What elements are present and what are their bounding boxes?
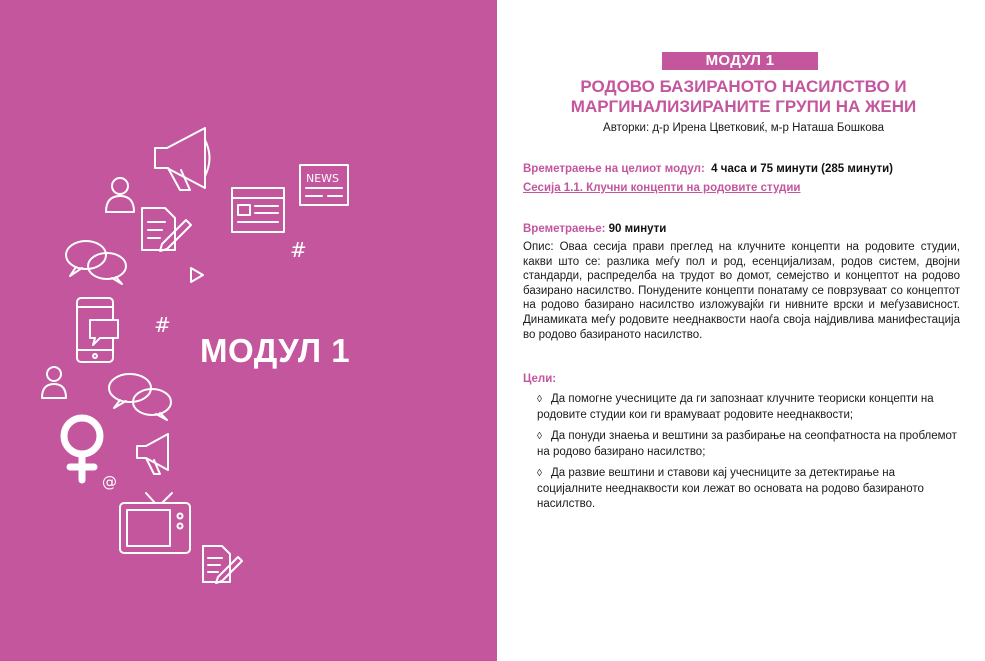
session-duration — [523, 222, 666, 237]
play-icon — [191, 268, 203, 282]
webpage-icon — [232, 188, 284, 232]
goal-text: Да понуди знаења и вештини за разбирање на сеопфатноста на проблемот на родово базирано насилство; — [537, 430, 957, 458]
diamond-bullet-icon: ◊ — [537, 394, 542, 405]
session-description: Опис: Оваа сесија прави преглед на клучните концепти на родовите студии, какви што се: разлика меѓу пол и род, есенцијализам, родов систем, двојни стандарди, распределба на трудот во домот, семејство и концептот на родово базирано насилство. Понудените концепти понатаму се поврзуваат со концептот на родово базирано насилство изложувајќи ги нивните врски и меѓузависност. Динамиката меѓу родовите нееднаквости наоѓа своја најдивлива манифестација во родово базираното насилство. — [523, 241, 960, 341]
session-duration-label: Времетраење: — [523, 223, 606, 235]
smartphone-chat-icon — [77, 298, 118, 362]
chat-bubbles-icon — [66, 241, 126, 284]
at-icon: @ — [102, 473, 117, 491]
module-title-line1: РОДОВО БАЗИРАНОТО НАСИЛСТВО И — [580, 77, 907, 96]
goal-text: Да развие вештини и ставови кај учесниците за детектирање на социјалните нееднаквости кои лежат во основата на родово базираното насилство. — [537, 467, 924, 510]
goals-list — [537, 392, 959, 518]
goals-label: Цели: — [523, 373, 557, 385]
news-icon — [300, 165, 348, 205]
list-item — [537, 466, 959, 511]
hashtag-icon: # — [290, 238, 307, 262]
list-item — [537, 392, 959, 422]
cover-title: МОДУЛ 1 — [200, 332, 351, 369]
document-pen-icon — [203, 546, 242, 583]
document-pen-icon — [142, 208, 191, 251]
megaphone-icon — [137, 434, 168, 474]
goal-text: Да помогне учесниците да ги запознаат клучните теориски концепти на родовите студии кои ги врамуваат родовите нееднаквости; — [537, 393, 934, 421]
megaphone-icon — [155, 128, 210, 190]
news-label: NEWS — [306, 172, 340, 185]
module-badge: МОДУЛ 1 — [662, 52, 818, 70]
television-icon — [120, 493, 190, 553]
total-duration — [523, 162, 893, 177]
total-duration-value: 4 часа и 75 минути (285 минути) — [711, 163, 893, 175]
chat-bubbles-icon — [109, 374, 171, 420]
hashtag-icon: # — [154, 313, 171, 337]
user-icon — [106, 178, 134, 212]
diamond-bullet-icon: ◊ — [537, 468, 542, 480]
session-duration-value: 90 минути — [608, 223, 667, 235]
authors: Авторки: д-р Ирена Цветковиќ, м-р Наташа Бошкова — [603, 122, 884, 134]
list-item — [537, 429, 959, 459]
session-title-row — [523, 181, 801, 196]
female-symbol-icon — [64, 418, 100, 480]
total-duration-label: Времетраење на целиот модул: — [523, 163, 705, 175]
user-icon — [42, 367, 66, 398]
diamond-bullet-icon: ◊ — [537, 431, 542, 443]
module-title — [537, 77, 950, 117]
content-page — [497, 0, 985, 661]
session-title-link[interactable]: Сесија 1.1. Клучни концепти на родовите студии — [523, 182, 801, 194]
module-title-line2: МАРГИНАЛИЗИРАНИТЕ ГРУПИ НА ЖЕНИ — [570, 97, 917, 116]
